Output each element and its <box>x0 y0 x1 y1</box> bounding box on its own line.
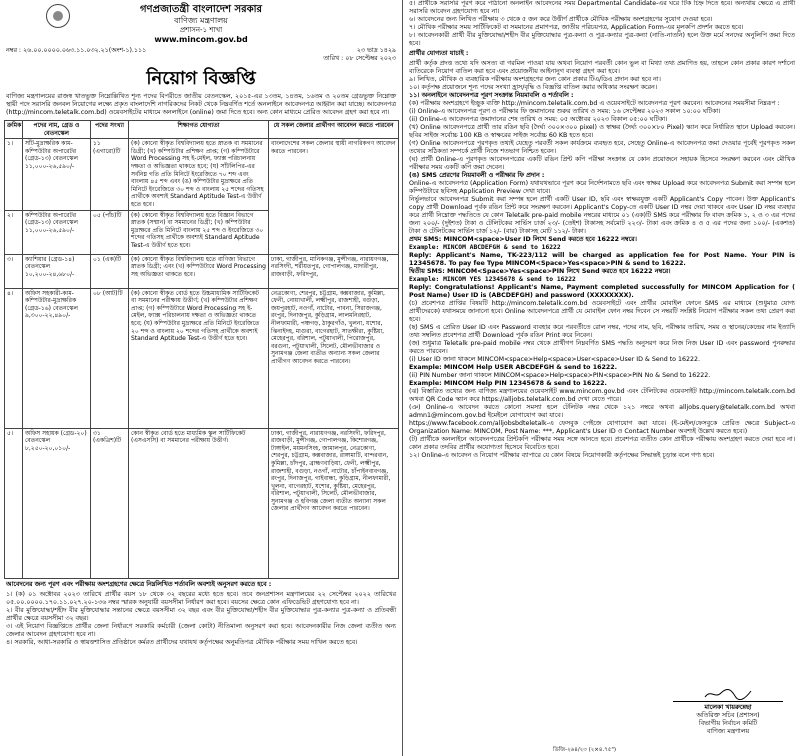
row-districts: ঢাকা, গাজীপুর, নারায়ণগঞ্জ, নরসিংদী, ফরিদপুর, রাজবাড়ী, মুন্সীগঞ্জ, গোপালগঞ্জ, কিশোরগঞ্জ, টাঙ্গাইল, ময়মনসিংহ, জামালপুর, নেত্রকোণা, শেরপুর, চট্টগ্রাম, কক্সবাজার, রাঙ্গামাটি, বান্দরবান, কুমিল্লা, চাঁদপুর, ব্রাহ্মণবাড়িয়া, ফেনী, লক্ষ্মীপুর, রাজশাহী, বগুড়া, নওগাঁ, নাটোর, চাঁপাইনবাবগঞ্জ, রংপুর, দিনাজপুর, গাইবান্ধা, কুড়িগ্রাম, নীলফামারী, খুলনা, বাগেরহাট, যশোর, কুষ্টিয়া, মেহেরপুর, বরিশাল, পটুয়াখালী, সিলেট, মৌলভীবাজার, সুনামগঞ্জ ও হবিগঞ্জ জেলা ব্যতীত অন্যান্য সকল জেলার প্রার্থীগণ আবেদন করতে পারবেন। <box>269 428 399 578</box>
row-post: সাঁট-মুদ্রাক্ষরিক কাম-কম্পিউটার অপারেটর (গ্রেড-১৩) বেতনস্কেল ১১,০০০-২৬,৫৯০/- <box>23 139 91 210</box>
online-rule: (ii) Online-এ আবেদনপত্র জমাদানের শেষ তারিখ ও সময়: ০৫ অক্টোবর ২০২৩ বিকাল ০৫:০০ ঘটিকা। <box>409 116 668 123</box>
print-code: ডিজি-২৬৪/২৩ (২×৪.৭৫") <box>553 747 617 753</box>
sms-rule: (ii) PIN Number জানা থাকলে MINCOM<space>Help<space>PIN<space>PIN No & Send to 16222. <box>409 372 711 379</box>
online-rule: (i) Online-এ আবেদনপত্র পূরণ ও পরীক্ষার ফি জমাদানের শুরুর তারিখ ও সময়: ১৬ সেপ্টেম্বর ২০২৩ সকাল ১০:০০ ঘটিকা। <box>409 108 721 115</box>
table-row <box>5 288 399 428</box>
eligibility-title: প্রার্থীর যোগ্যতা যাচাই : <box>409 50 469 57</box>
signatory-name: মালেকা খায়রুন্নেছা <box>704 704 752 711</box>
memo-number: নম্বর : ২৬.০০.০০০০.০৬৩.১১.০৩২.২১(অংশ-১).১১১ <box>6 47 147 54</box>
ministry-name: বাণিজ্য মন্ত্রণালয় <box>174 16 228 25</box>
condition-item: ২। বীর মুক্তিযোদ্ধা/শহীদ বীর মুক্তিযোদ্ধার সন্তানের ক্ষেত্রে বয়সসীমা ৩২ বছর এবং বীর মুক্তিযোদ্ধা/শহীদ বীর মুক্তিযোদ্ধার পুত্র-কন্যার পুত্র-কন্যা ও প্রতিবন্ধী প্রার্থীর ক্ষেত্রে বয়সসীমা ৩২ বছর। <box>6 606 396 622</box>
table-header: ক্রমিক <box>5 121 23 139</box>
date-english: ০৮ সেপ্টেম্বর ২০২৩ <box>345 55 396 62</box>
final-rule: ১২। Online-এ আবেদন ও নিয়োগ পরীক্ষার ব্যাপারে যে কোন বিষয়ে নিয়োগকারী কর্তৃপক্ষের সিদ্ধান্তই চূড়ান্ত বলে গণ্য হবে। <box>409 452 715 459</box>
sms-rule: নির্ভুলভাবে আবেদনপত্র Submit করা সম্পন্ন হলে প্রার্থী একটি User ID, ছবি এবং স্বাক্ষরযুক্ত একটি Applicant's Copy পাবেন। উক্ত Applicant's copy প্রার্থী Download পূর্বক রঙিন প্রিন্ট করে সংরক্ষণ করবেন। Applicant's Copy-তে একটি User ID নম্বর দেয়া থাকবে এবং User ID নম্বর ব্যবহার করে প্রার্থী নিম্নোক্ত পদ্ধতিতে যে কোন Teletalk pre-paid mobile নম্বরের মাধ্যমে ০১ (এক)টি SMS করে পরীক্ষার ফি বাবদ ক্রমিক ১, ২ ও ৩ এর পদের জন্য ২০০/- (দুইশত) টাকা ও টেলিটকের সার্ভিস চার্জ ২৩/- (তেইশ) টাকাসহ সর্বমোট ২২৩/- টাকা এবং ক্রমিক ৪ ও ৫ এর পদের জন্য ১০০/- (একশত) টাকা ও টেলিটকের সার্ভিস চার্জ ১২/- (বার) টাকাসহ মোট ১১২/- টাকা। <box>409 196 795 235</box>
row-count: ১১ (এগারো)টি <box>91 139 129 210</box>
sms-reply: Reply: Applicant's Name, TK-223/112 will be charged as application fee for Post Name. Your PIN is 12345678. To pay fee Type MINCOM<Space>Yes<space>PIN & send to 16222. <box>409 252 795 267</box>
row-qualification: (ক) কোনো স্বীকৃত বিশ্ববিদ্যালয় হতে স্নাতক বা সমমানের ডিগ্রী; (খ) কম্পিউটার প্রশিক্ষণ প্রাপ্ত; (গ) কম্পিউটারে Word Processing সহ ই-মেইল, ফ্যাক্স পরিচালনায় দক্ষতা ও অভিজ্ঞতা থাকতে হবে; (ঘ) সাঁটলিপির-এর সর্বনিম্ন গতি প্রতি মিনিটে ইংরেজিতে ৭০ শব্দ এবং বাংলায় ৪৫ শব্দ এবং (ঙ) কম্পিউটার মুদ্রাক্ষরে প্রতি মিনিটে ইংরেজিতে ৩০ শব্দ ও বাংলায় ২৫ শব্দের গতিসহ প্রার্থীকে অবশ্যই Standard Aptitude Test-এ উত্তীর্ণ হতে হবে। <box>129 139 269 210</box>
sms-rule: (ছ) SMS এ প্রেরিত User ID এবং Password ব্যবহার করে পরবর্তীতে রোল নম্বর, পদের নাম, ছবি, পরীক্ষার তারিখ, সময় ও স্থানের/কেন্দ্রের নাম ইত্যাদি তথ্য সম্বলিত প্রবেশপত্র প্রার্থী Download পূর্বক রঙিন Print করে নিবেন। <box>409 324 795 339</box>
row-districts: নেত্রকোণা, শেরপুর, চট্টগ্রাম, কক্সবাজার, কুমিল্লা, ফেনী, নোয়াখালী, লক্ষ্মীপুর, রাজশাহী, বগুড়া, জয়পুরহাট, নওগাঁ, নাটোর, পাবনা, সিরাজগঞ্জ, রংপুর, দিনাজপুর, কুড়িগ্রাম, লালমনিরহাট, নীলফামারী, পঞ্চগড়, ঠাকুরগাঁও, খুলনা, যশোর, ঝিনাইদহ, মাগুরা, বাগেরহাট, সাতক্ষীরা, কুষ্টিয়া, মেহেরপুর, বরিশাল, পটুয়াখালী, পিরোজপুর, বরগুনা, পটুয়াখালী, সিলেট, মৌলভীবাজার ও সুনামগঞ্জ জেলা ব্যতীত অন্যান্য সকল জেলার প্রার্থীগণ আবেদন করতে পারবেন। <box>269 288 399 428</box>
row-districts: বাংলাদেশের সকল জেলার স্থায়ী নাগরিকগণ আবেদন করতে পারবেন। <box>269 139 399 254</box>
government-name: গণপ্রজাতন্ত্রী বাংলাদেশ সরকার <box>140 4 262 15</box>
ministry-website[interactable]: www.mincom.gov.bd <box>154 35 248 44</box>
table-header: পদের নাম, গ্রেড ও বেতনস্কেল <box>23 121 91 139</box>
government-emblem-icon <box>46 4 70 28</box>
table-row <box>5 139 399 210</box>
right-column <box>402 0 800 756</box>
signature-block <box>673 687 783 736</box>
row-qualification: (ক) কোনো স্বীকৃত বোর্ড হতে উচ্চমাধ্যমিক সার্টিফিকেট বা সমমানের পরীক্ষায় উত্তীর্ণ; (খ) কম্পিউটার প্রশিক্ষণ প্রাপ্ত; (গ) কম্পিউটারে Word Processing সহ ই-মেইল, ফ্যাক্স পরিচালনায় দক্ষতা ও অভিজ্ঞতা থাকতে হবে; (ঘ) কম্পিউটার মুদ্রাক্ষরে প্রতি মিনিটে ইংরেজিতে ২০ শব্দ ও বাংলায় ২০ শব্দের গতিসহ প্রার্থীকে অবশ্যই Standard Aptitude Test-এ উত্তীর্ণ হতে হবে। <box>129 288 269 428</box>
table-header-row <box>5 121 399 139</box>
intro-paragraph: বাণিজ্য মন্ত্রণালয়ের রাজস্ব খাতভুক্ত নিম্নোল্লিখিত শূন্য পদের বিপরীতে জাতীয় বেতনস্কেল, ২০১৫-এর ১৩তম, ১৪তম, ১৬তম ও ২০তম গ্রেডভুক্ত নিম্নোক্ত স্থায়ী পদে সরাসরি জনবল নিয়োগের লক্ষ্যে প্রকৃত বাংলাদেশি নাগরিকদের নিকট থেকে নিম্নবর্ণিত শর্তে অনলাইনে আবেদনপত্র আহ্বান করা যাচ্ছে। আবেদনপত্র (http://mincom.teletalk.com.bd) ওয়েবসাইটের মাধ্যমে অনলাইনে (online) জমা দিতে হবে। অন্য কোন মাধ্যমে প্রেরিত আবেদন গ্রহণ করা হবে না। <box>6 93 396 116</box>
section-name: প্রশাসন-১ শাখা <box>179 26 223 34</box>
sms-example: Example: MINCOM ABCDEFGH & send to 16222 <box>409 244 561 251</box>
sms-rule: প্রথম SMS: MINCOM<space>User ID লিখে Send করতে হবে 16222 নম্বরে। <box>409 236 637 243</box>
table-header: শিক্ষাগত যোগ্যতা <box>129 121 269 139</box>
signatory-ministry: বাণিজ্য মন্ত্রণালয় <box>706 728 750 735</box>
rule-item: ৯। লিখিত, মৌখিক ও ব্যবহারিক পরীক্ষায় অংশগ্রহণের জন্য কোন প্রকার টিএ/ডিএ প্রদান করা হবে না। <box>409 76 661 83</box>
online-rule: (খ) Online আবেদনপত্রে প্রার্থী তার রঙিন ছবি (দৈর্ঘ্য ৩০০×৩০০ pixel) ও স্বাক্ষর (দৈর্ঘ্য ৩০০×৮০ Pixel) স্ক্যান করে নির্ধারিত স্থানে Upload করবেন। ছবির সাইজ সর্বোচ্চ 100 KB ও স্বাক্ষরের সাইজ সর্বোচ্চ 60 KB হতে হবে। <box>409 124 795 139</box>
condition-item: ৩। এই নিয়োগ বিজ্ঞপ্তিতে প্রার্থীর জেলা নির্ধারণে সরকারি কর্মচারী (জেলা কোটা) নীতিমালা অনুসরণ করা হবে। আবেদনকারীর নিজ জেলা ব্যতীত অন্য জেলার আবেদন গ্রহণযোগ্য হবে না। <box>6 622 396 638</box>
date-bangla: ২৩ ভাদ্র ১৪২৯ <box>356 47 396 54</box>
rule-item: ১০। কর্তৃপক্ষ প্রয়োজনে শূন্য পদের সংখ্যা হ্রাস/বৃদ্ধি ও বিজ্ঞপ্তি বাতিল করার অধিকার সংরক্ষণ করেন। <box>409 84 658 91</box>
online-rule: (ঘ) প্রার্থী Online-এ পূরণকৃত আবেদনপত্রের একটি রঙিন প্রিন্ট কপি পরীক্ষা সংক্রান্ত যে কোন প্রয়োজনে সহায়ক হিসেবে সংরক্ষণ করবেন এবং মৌখিক পরীক্ষার সময় একটি কপি জমা দেবেন। <box>409 156 795 171</box>
sms-rule: (জ) শুধুমাত্র Teletalk pre-paid mobile নম্বর থেকে প্রার্থীগণ নিম্নবর্ণিত SMS পদ্ধতি অনুসরণ করে নিজ নিজ User ID এবং password পুনরুদ্ধার করতে পারবেন। <box>409 340 795 355</box>
signature-scribble-icon <box>703 687 753 701</box>
row-count: ০১ (এক)টি <box>91 254 129 288</box>
sms-rule: (i) User ID জানা থাকলে MINCOM<space>Help<space>User<space>User ID & Send to 16222. <box>409 356 701 363</box>
row-serial: ৩। <box>5 254 23 288</box>
rule-item: ৫। প্রার্থীকে সরাসরি পূরণ করে পাঠানো অনলাইন আবেদনের সময় Departmental Candidate-এর ঘরে টিক চিহ্ন দিতে হবে। অন্যথায় ক্ষেত্রে এ প্রার্থী সরাসরি আবেদন গ্রহণযোগ্য হবে না। <box>409 0 795 15</box>
vacancy-table <box>4 120 399 579</box>
table-row <box>5 254 399 288</box>
table-header: পদের সংখ্যা <box>91 121 129 139</box>
eligibility-text: প্রার্থী কর্তৃক প্রদত্ত তথ্যে যদি অসত্য বা গরমিল পাওয়া যায় অথবা নিয়োগ পরবর্তী কোন ভুল বা মিথ্যা তথ্য প্রমাণিত হয়, তাহলে কোন প্রকার কারণ দর্শানো ব্যতিরেকে নিয়োগ বাতিল করা হবে এবং প্রয়োজনীয় আইনানুগ ব্যবস্থা গ্রহণ করা হবে। <box>409 60 795 75</box>
memo-line <box>0 47 402 55</box>
conditions-title: আবেদনের জন্য পূরণ এবং পরীক্ষায় অংশগ্রহণের ক্ষেত্রে নিম্নলিখিত শর্তাবলি অবশ্যই অনুসরণ করতে হবে : <box>6 580 272 588</box>
online-rule: (ক) পরীক্ষায় অংশগ্রহণে ইচ্ছুক ব্যক্তি http://mincom.teletalk.com.bd এ ওয়েবসাইটে আবেদনপত্র পূরণ করবেন। আবেদনের সময়সীমা নিম্নরূপ : <box>409 100 780 107</box>
signatory-committee: বিভাগীয় নির্বাচন কমিটি <box>698 720 758 727</box>
row-serial: ১। <box>5 139 23 210</box>
row-post: অফিস সহকারী-কাম-কম্পিউটার-মুদ্রাক্ষরিক (গ্রেড-১৬) বেতনস্কেল ৯,৩০০-২২,৪৯০/- <box>23 288 91 428</box>
row-post: ক্যাশিয়ার (গ্রেড-১৪) বেতনস্কেল ১০,২০০-২৪,৬৮০/- <box>23 254 91 288</box>
sms-rule: (ট) প্রার্থীকে অনলাইনে আবেদনপত্রের প্রিন্টকপি পরীক্ষার সময় সঙ্গে আনতে হবে। প্রবেশপত্র ব্যতীত কোন প্রার্থীকে পরীক্ষায় অংশগ্রহণ করতে দেয়া হবে না। কোন প্রকার তদবির প্রার্থীর অযোগ্যতা হিসেবে বিবেচিত হবে। <box>409 436 795 451</box>
row-qualification: (ক) কোনো স্বীকৃত বিশ্ববিদ্যালয় হতে বাণিজ্য বিভাগে স্নাতক ডিগ্রী; এবং (খ) কম্পিউটারে Word Processing সহ অভিজ্ঞতা থাকতে হবে। <box>129 254 269 288</box>
sms-example: Example: MINCOM Help USER ABCDEFGH & send to 16222. <box>409 364 617 371</box>
sms-rule: Online-এ আবেদনপত্র (Application Form) যথাযথভাবে পূরণ করে নির্দেশনামতে ছবি এবং স্বাক্ষর Upload করে আবেদনপত্র Submit করা সম্পন্ন হলে কম্পিউটারে ছবিসহ Application Preview দেখা যাবে। <box>409 180 795 195</box>
row-serial: ৪। <box>5 288 23 428</box>
condition-item: ১। (ক) ০১ অক্টোবর ২০২৩ তারিখে প্রার্থীর বয়স ১৮ থেকে ৩২ বছরের মধ্যে হতে হবে। তবে জনপ্রশাসন মন্ত্রণালয়ের ২২ সেপ্টেম্বর ২০২২ তারিখের ০৫.০০.০০০০.১৭০.১১.০২৭.২০-১৩৬ নম্বর স্মারক অনুযায়ী বয়সসীমা নির্ধারণ করা হবে। বয়সের ক্ষেত্রে কোন এফিডেভিট গ্রহণযোগ্য হবে না। <box>6 590 396 606</box>
date-line <box>0 55 402 63</box>
sms-example: Example: MINCOM YES 12345678 & send to 16222 <box>409 276 576 283</box>
sms-rule: https://www.facebook.com/alljobsbdteletalk-এ ফেসবুক পেইজে যোগাযোগ করা যাবে। (ই-মেইল/ফেসবুকে প্রেরিত ক্ষেত্রে Subject-এ Organization Name: MINCOM, Post Name: ***, Applicant's User ID ও Contact Number অবশ্যই উল্লেখ করতে হবে।) <box>409 420 795 435</box>
sms-reply: Reply: Congratulations! Applicant's Name, Payment completed successfully for MINCOM Application for ( Post Name) User ID is (ABCDEFGH) and password (XXXXXXXX). <box>409 284 795 299</box>
date-label: তারিখ : <box>323 55 344 62</box>
row-districts: ঢাকা, গাজীপুর, মানিকগঞ্জ, মুন্সীগঞ্জ, নারায়ণগঞ্জ, নরসিংদী, শরীয়তপুর, গোপালগঞ্জ, মাদারীপুর, রাজবাড়ী, ফরিদপুর, <box>269 254 399 288</box>
sms-rule: (ঞ) Online-এ আবেদন করতে কোনো সমস্যা হলে টেলিটক নম্বর থেকে ১২১ নম্বরে অথবা alljobs.query@teletalk.com.bd অথবা admn1@mincom.gov.bd ইমেইলে যোগাযোগ করা যাবে। <box>409 404 795 419</box>
signatory-designation: অতিরিক্ত সচিব (প্রশাসন) <box>696 712 760 719</box>
row-qualification: (ক) কোনো স্বীকৃত বিশ্ববিদ্যালয় হতে বিজ্ঞান বিভাগে স্নাতক (সম্মান) বা সমমানের ডিগ্রী; (খ) কম্পিউটার মুদ্রাক্ষরে প্রতি মিনিটে বাংলায় ২৫ শব্দ ও ইংরেজিতে ৩০ শব্দের গতিসহ প্রার্থীকে অবশ্যই Standard Aptitude Test-এ উত্তীর্ণ হতে হবে। <box>129 210 269 254</box>
row-serial: ৫। <box>5 428 23 578</box>
row-serial: ২। <box>5 210 23 254</box>
row-qualification: কোন স্বীকৃত বোর্ড হতে মাধ্যমিক স্কুল সার্টিফিকেট (এসএসসি) বা সমমানের পরীক্ষায় উত্তীর্ণ। <box>129 428 269 578</box>
rule-item: ৬। আবেদনের জন্য লিখিত পরীক্ষায় ৩ থেকে ৫ জন করে উত্তীর্ণ প্রার্থীকে মৌখিক পরীক্ষায় অংশগ্রহণের সুযোগ দেওয়া হবে। <box>409 16 713 23</box>
sms-example: Example: MINCOM Help PIN 12345678 & send to 16222. <box>409 380 607 387</box>
row-count: ০৫ (পাঁচ)টি <box>91 210 129 254</box>
online-rules-title: ১১। অনলাইনে আবেদনপত্র পূরণ সংক্রান্ত নিয়মাবলি ও শর্তাবলি : <box>409 92 574 99</box>
row-post: কম্পিউটার অপারেটর (গ্রেড-১৩) বেতনস্কেল ১১,০০০-২৬,৫৯০/- <box>23 210 91 254</box>
rule-item: ৮। আবেদনকারী প্রার্থী বীর মুক্তিযোদ্ধা/শহীদ বীর মুক্তিযোদ্ধার পুত্র-কন্যা ও পুত্র-কন্যার পুত্র-কন্যা (নাতি-নাতনি) হলে উক্ত মর্মে সনদের অনুলিপি জমা দিতে হবে। <box>409 32 795 47</box>
sms-rule: (চ) প্রবেশপত্র প্রাপ্তির বিষয়টি http://mincom.teletalk.com.bd ওয়েবসাইটে এবং প্রার্থীর মোবাইল ফোনে SMS এর মাধ্যমে (শুধুমাত্র যোগ্য প্রার্থীদেরকে) যথাসময়ে জানানো হবে। Online আবেদনপত্রে প্রার্থী যে মোবাইল ফোন নম্বর দিবেন সে নম্বরটি সংশ্লিষ্ট নিয়োগ পরীক্ষার সকল তথ্য প্রেরণ করা হবে। <box>409 300 795 323</box>
sms-rules-title: (ঙ) SMS প্রেরণের নিয়মাবলী ও পরীক্ষার ফি প্রদান : <box>409 172 545 179</box>
table-row <box>5 428 399 578</box>
table-header: যে সকল জেলার প্রার্থীগণ আবেদন করতে পারবেন <box>269 121 399 139</box>
signature-mark <box>673 687 783 702</box>
online-rule: (গ) Online আবেদনপত্রে পূরণকৃত তথ্যই যেহেতু পরবর্তী সকল কার্যক্রমে ব্যবহৃত হবে, সেহেতু Online-এ আবেদনপত্র জমা দেওয়ার পূর্বেই পূরণকৃত সকল তথ্যের সঠিকতা সম্পর্কে প্রার্থী নিজে শতভাগ নিশ্চিত হবেন। <box>409 140 795 155</box>
condition-item: ৪। সরকারি, আধা-সরকারি ও স্বায়ত্তশাসিত প্রতিষ্ঠানে কর্মরত প্রার্থীদের যথাযথ কর্তৃপক্ষের অনুমতিপত্র মৌখিক পরীক্ষার সময় দাখিল করতে হবে। <box>6 638 358 646</box>
notice-title: নিয়োগ বিজ্ঞপ্তি <box>146 68 256 89</box>
row-count: ০৮ (আট)টি <box>91 288 129 428</box>
sms-rule: দ্বিতীয় SMS: MINCOM<Space>Yes<space>PIN লিখে Send করতে হবে 16222 নম্বরে। <box>409 268 671 275</box>
rule-item: ৭। মৌখিক পরীক্ষার সময় সার্টিফিকেট বা সমমানের প্রমাণপত্র, জাতীয় পরিচয়পত্র, Application Form-এর মূলকপি প্রদর্শন করতে হবে। <box>409 24 744 31</box>
row-post: অফিস সহায়ক (গ্রেড-২০) বেতনস্কেল ৮,২৫০-২০,০১০/- <box>23 428 91 578</box>
row-count: ৩১ (একত্রিশ)টি <box>91 428 129 578</box>
sms-rule: (ঝ) বিস্তারিত তথ্যের জন্য বাণিজ্য মন্ত্রণালয়ের ওয়েবসাইট www.mincom.gov.bd এবং টেলিটকের ওয়েবসাইট http://mincom.teletalk.com.bd অথবা QR Code স্ক্যান করে https://alljobs.teletalk.com.bd দেখা যেতে পারে। <box>409 388 795 403</box>
